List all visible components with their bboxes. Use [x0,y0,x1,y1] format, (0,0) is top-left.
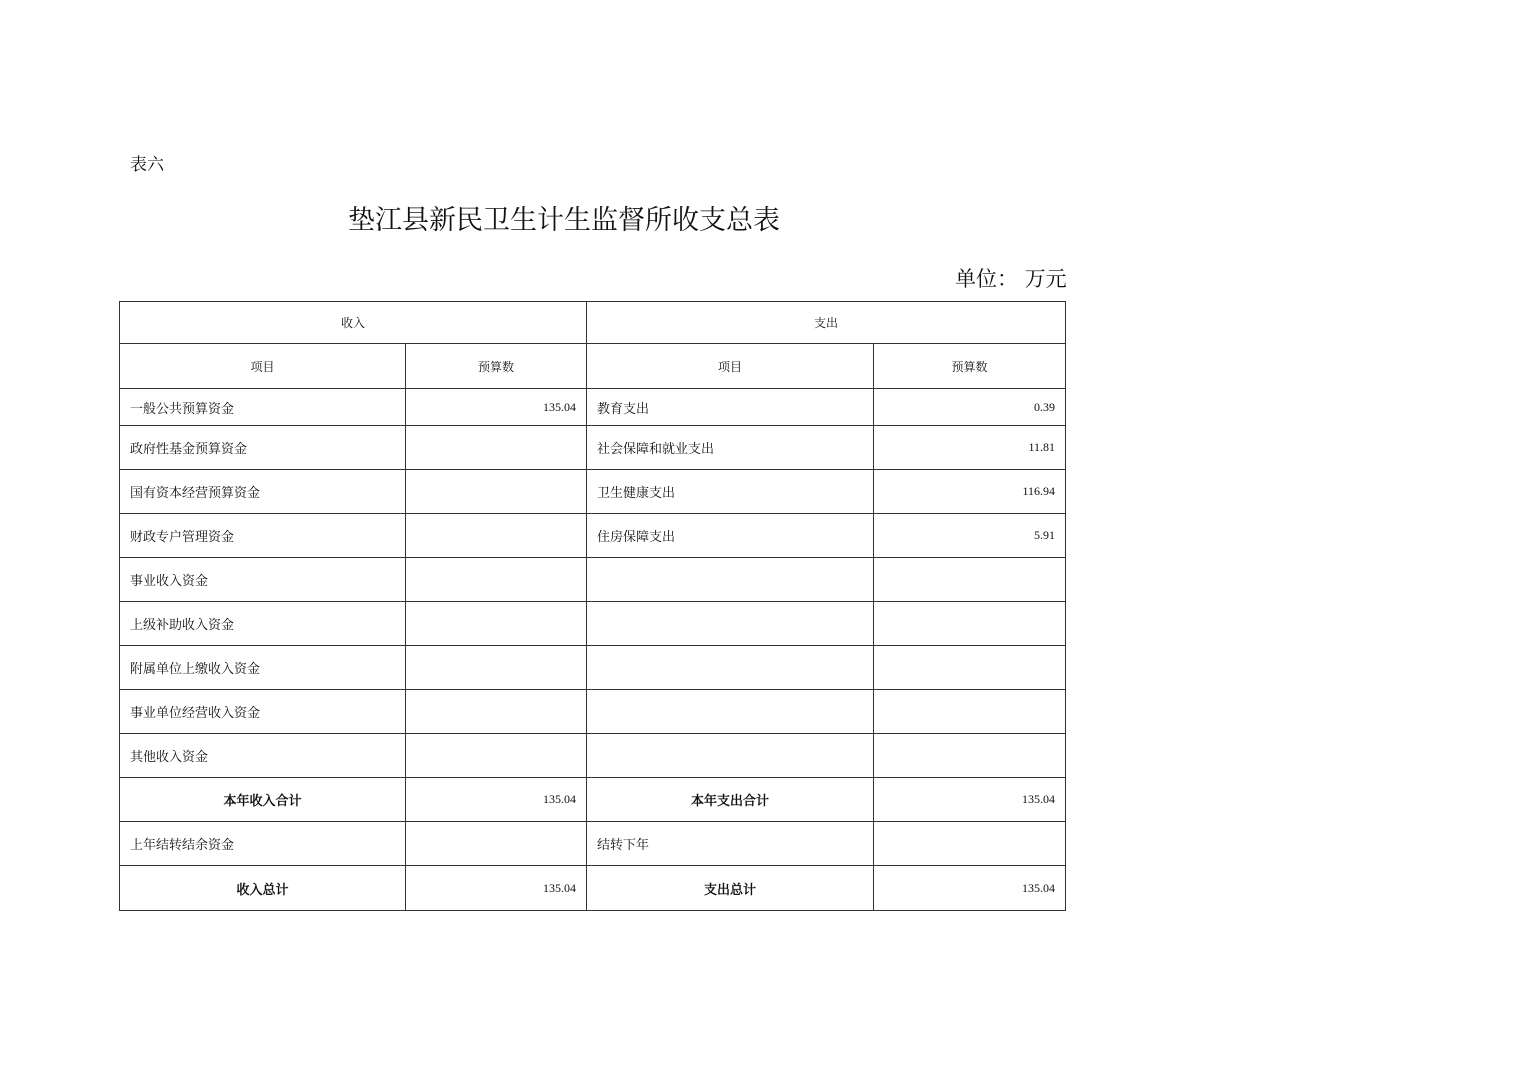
expense-subtotal-value: 135.04 [874,778,1066,822]
expense-value: 11.81 [874,426,1066,470]
income-value [406,646,587,690]
table-subtotal-row [120,778,1066,822]
table-row [120,426,1066,470]
income-subtotal-value: 135.04 [406,778,587,822]
table-row [120,602,1066,646]
income-item: 事业收入资金 [120,558,406,602]
expense-value [874,822,1066,866]
income-subtotal-label: 本年收入合计 [120,778,406,822]
page-title: 垫江县新民卫生计生监督所收支总表 [348,205,780,236]
table-row [120,558,1066,602]
table-row [120,734,1066,778]
income-item-header: 项目 [120,344,406,389]
income-total-label: 收入总计 [120,866,406,911]
income-value: 135.04 [406,389,587,426]
expense-item: 教育支出 [587,389,874,426]
expense-item [587,734,874,778]
income-value [406,514,587,558]
table-row [120,822,1066,866]
income-value [406,822,587,866]
income-item: 上级补助收入资金 [120,602,406,646]
expense-value: 0.39 [874,389,1066,426]
income-value [406,734,587,778]
income-item: 事业单位经营收入资金 [120,690,406,734]
expense-subtotal-label: 本年支出合计 [587,778,874,822]
expense-item [587,558,874,602]
income-group-header: 收入 [120,302,587,344]
expense-item: 卫生健康支出 [587,470,874,514]
table-row [120,389,1066,426]
income-item: 财政专户管理资金 [120,514,406,558]
expense-item-header: 项目 [587,344,874,389]
expense-group-header: 支出 [587,302,1066,344]
expense-item: 结转下年 [587,822,874,866]
expense-value [874,558,1066,602]
expense-item [587,646,874,690]
table-column-header-row [120,344,1066,389]
income-budget-header: 预算数 [406,344,587,389]
table-row [120,690,1066,734]
expense-item [587,690,874,734]
table-total-row [120,866,1066,911]
expense-item [587,602,874,646]
expense-item: 住房保障支出 [587,514,874,558]
expense-budget-header: 预算数 [874,344,1066,389]
expense-total-label: 支出总计 [587,866,874,911]
income-item: 附属单位上缴收入资金 [120,646,406,690]
expense-value [874,734,1066,778]
income-value [406,690,587,734]
table-row [120,470,1066,514]
expense-value [874,602,1066,646]
income-item: 其他收入资金 [120,734,406,778]
income-item: 一般公共预算资金 [120,389,406,426]
income-item: 国有资本经营预算资金 [120,470,406,514]
table-row [120,646,1066,690]
income-value [406,470,587,514]
expense-value [874,690,1066,734]
table-row [120,514,1066,558]
expense-value [874,646,1066,690]
expense-total-value: 135.04 [874,866,1066,911]
income-value [406,602,587,646]
table-group-header-row [120,302,1066,344]
income-value [406,558,587,602]
table-number-label: 表六 [130,155,164,175]
expense-value: 116.94 [874,470,1066,514]
income-total-value: 135.04 [406,866,587,911]
income-item: 上年结转结余资金 [120,822,406,866]
unit-label: 单位： 万元 [955,267,1067,291]
expense-value: 5.91 [874,514,1066,558]
budget-summary-table [119,301,1066,911]
expense-item: 社会保障和就业支出 [587,426,874,470]
income-item: 政府性基金预算资金 [120,426,406,470]
income-value [406,426,587,470]
